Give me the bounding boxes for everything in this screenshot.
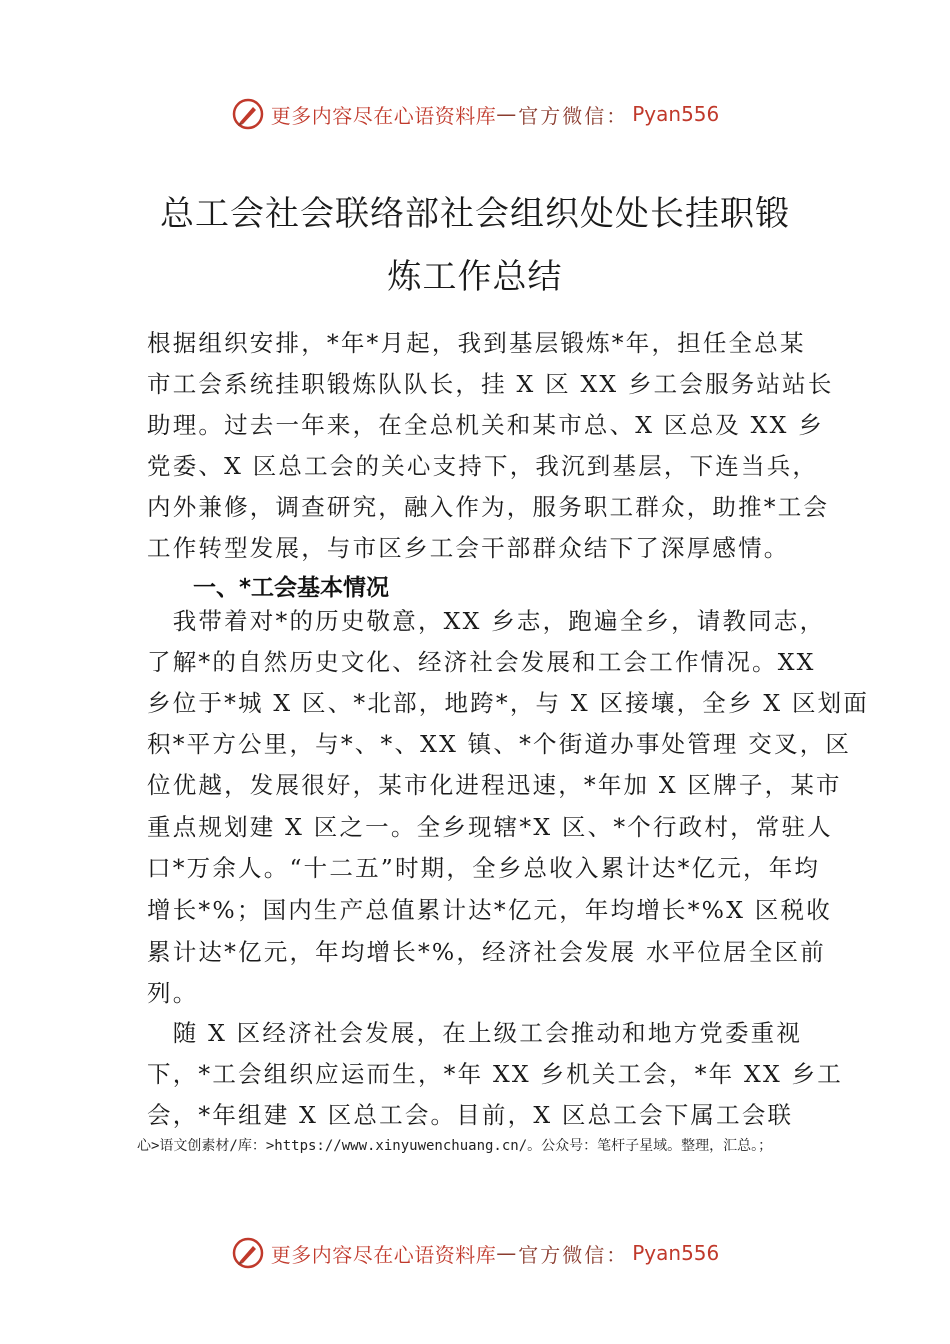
paragraph-2-line: 累计达*亿元，年均增长*%，经济社会发展 水平位居全区前 bbox=[147, 938, 826, 966]
watermark-bottom bbox=[0, 1233, 950, 1273]
paragraph-2-line: 我带着对*的历史敬意，XX 乡志，跑遍全乡，请教同志， bbox=[147, 607, 826, 635]
watermark-top bbox=[0, 94, 950, 134]
paragraph-2-line: 口*万余人。“十二五”时期，全乡总收入累计达*亿元，年均 bbox=[147, 854, 821, 882]
paragraph-2-line: 列。 bbox=[147, 979, 199, 1007]
paragraph-1-line: 助理。过去一年来，在全总机关和某市总、X 区总及 XX 乡 bbox=[147, 411, 824, 439]
watermark-wechat-id: Pyan556 bbox=[632, 102, 720, 126]
paragraph-2-line: 积*平方公里，与*、*、XX 镇、*个街道办事处管理 交叉，区 bbox=[147, 730, 852, 758]
paragraph-1-line: 市工会系统挂职锻炼队队长，挂 X 区 XX 乡工会服务站站长 bbox=[147, 370, 834, 398]
paragraph-2-line: 增长*%；国内生产总值累计达*亿元，年均增长*%X 区税收 bbox=[147, 896, 832, 924]
source-footnote: 心>语文创素材/库：>https://www.xinyuwenchuang.cn/。公众号：笔杆子星域。整理，汇总。； bbox=[137, 1138, 773, 1154]
section-heading: 一、*工会基本情况 bbox=[193, 575, 390, 601]
paragraph-2-line: 重点规划建 X 区之一。全乡现辖*X 区、*个行政村，常驻人 bbox=[147, 813, 833, 841]
paragraph-3-line: 下，*工会组织应运而生，*年 XX 乡机关工会，*年 XX 乡工 bbox=[147, 1060, 843, 1088]
paragraph-1-line: 党委、X 区总工会的关心支持下，我沉到基层，下连当兵， bbox=[147, 452, 819, 480]
paragraph-2-line: 了解*的自然历史文化、经济社会发展和工会工作情况。XX bbox=[147, 648, 816, 676]
pen-logo-icon bbox=[231, 97, 265, 131]
watermark-wechat-id: Pyan556 bbox=[632, 1241, 720, 1265]
watermark-separator: — bbox=[496, 1241, 519, 1265]
paragraph-1-line: 根据组织安排，*年*月起，我到基层锻炼*年，担任全总某 bbox=[147, 329, 806, 357]
watermark-separator: — bbox=[496, 102, 519, 126]
watermark-wechat-label: 官方微信： bbox=[518, 1242, 629, 1267]
watermark-brand: 更多内容尽在心语资料库 bbox=[270, 103, 497, 128]
paragraph-1-line: 工作转型发展，与市区乡工会干部群众结下了深厚感情。 bbox=[147, 534, 790, 562]
document-title-line-2: 炼工作总结 bbox=[387, 257, 563, 297]
document-title-line-1: 总工会社会联络部社会组织处处长挂职锻 bbox=[160, 194, 790, 234]
paragraph-2-line: 乡位于*城 X 区、*北部，地跨*，与 X 区接壤，全乡 X 区划面 bbox=[147, 689, 870, 717]
paragraph-1-line: 内外兼修，调查研究，融入作为，服务职工群众，助推*工会 bbox=[147, 493, 830, 521]
paragraph-3-line: 会，*年组建 X 区总工会。目前，X 区总工会下属工会联 bbox=[147, 1101, 794, 1129]
paragraph-3-line: 随 X 区经济社会发展，在上级工会推动和地方党委重视 bbox=[147, 1019, 803, 1047]
paragraph-2-line: 位优越，发展很好，某市化进程迅速，*年加 X 区牌子，某市 bbox=[147, 771, 842, 799]
watermark-brand: 更多内容尽在心语资料库 bbox=[270, 1242, 497, 1267]
pen-logo-icon bbox=[231, 1236, 265, 1270]
watermark-wechat-label: 官方微信： bbox=[518, 103, 629, 128]
